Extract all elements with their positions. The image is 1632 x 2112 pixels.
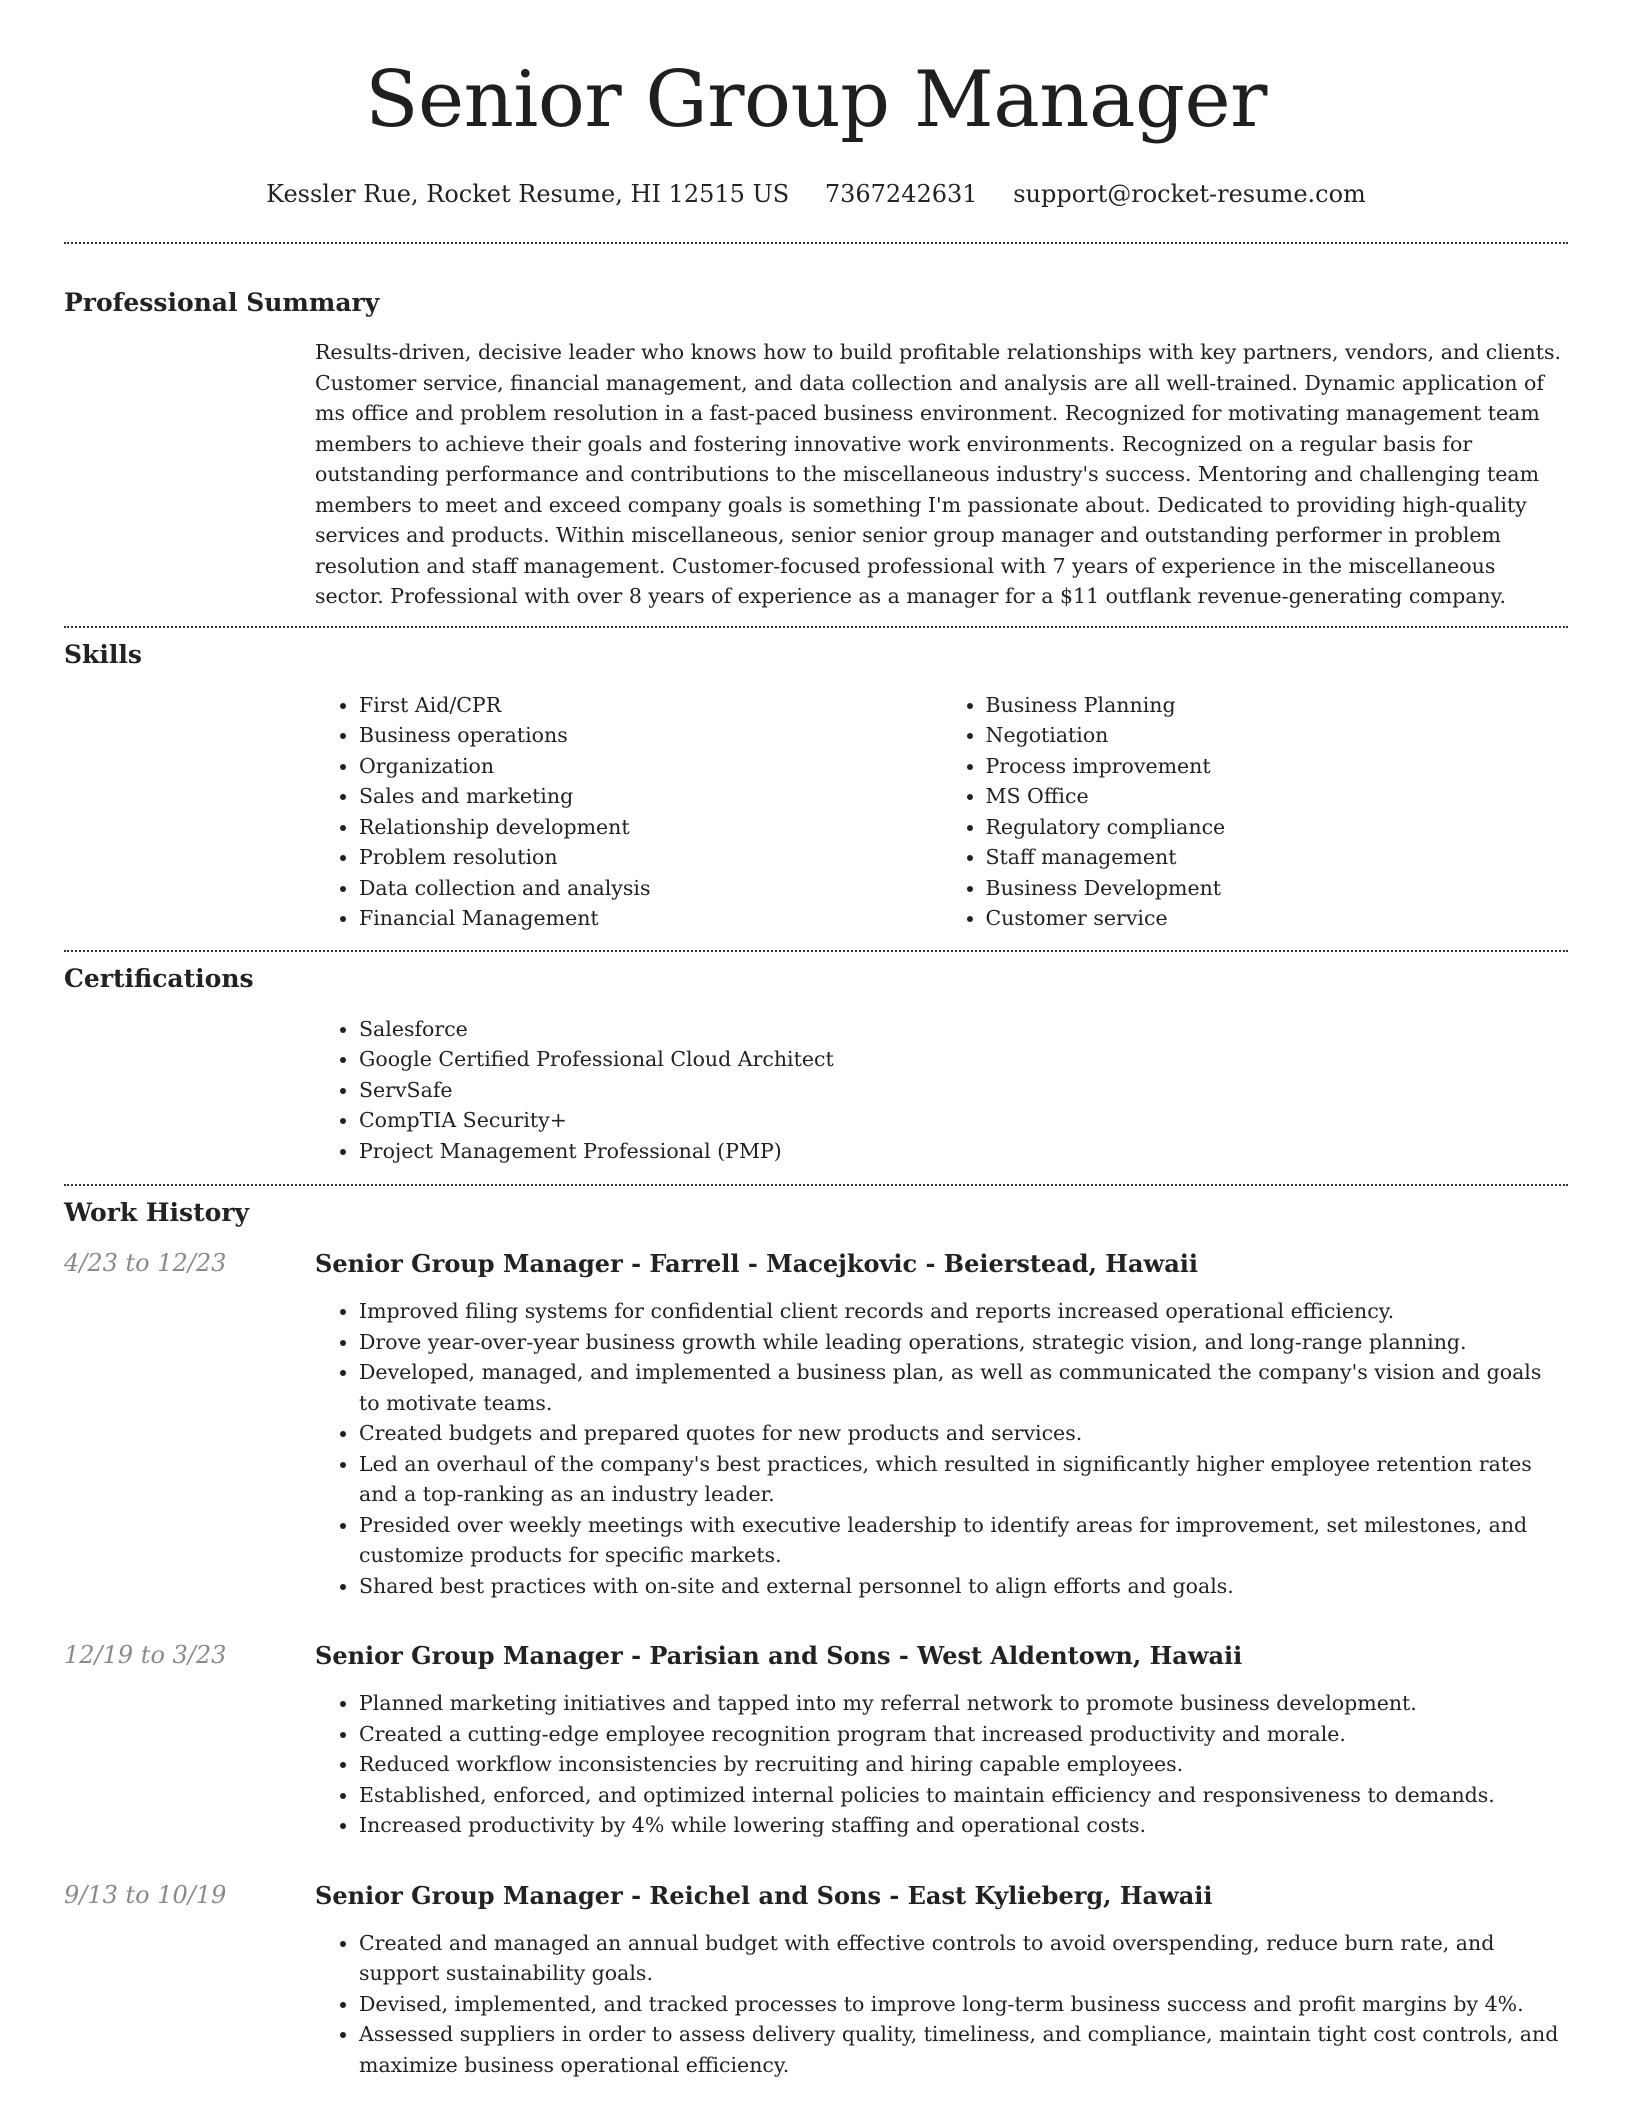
certifications-section <box>64 964 1568 1167</box>
divider <box>64 626 1568 628</box>
job-dates: 4/23 to 12/23 <box>64 1249 227 1277</box>
job-bullet: • Planned marketing initiatives and tapped into my referral network to promote business development. <box>359 1688 1568 1719</box>
job-bullet: • Improved filing systems for confidential client records and reports increased operational efficiency. <box>359 1296 1568 1327</box>
skills-title: Skills <box>64 639 142 669</box>
skills-list-right <box>942 690 1569 934</box>
skill-item: • Business Development <box>986 873 1569 904</box>
job-bullet: • Led an overhaul of the company's best practices, which resulted in significantly higher employee retention rates and a top-ranking as an industry leader. <box>359 1449 1568 1510</box>
skill-item: • Business Planning <box>986 690 1569 721</box>
job-bullets <box>315 1928 1568 2081</box>
summary-title: Professional Summary <box>64 288 380 317</box>
job-title: Senior Group Manager - Parisian and Sons - West Aldentown, Hawaii <box>315 1641 1243 1670</box>
job-bullets <box>315 1296 1568 1601</box>
job-bullet: • Reduced workflow inconsistencies by recruiting and hiring capable employees. <box>359 1749 1568 1780</box>
summary-text: Results-driven, decisive leader who knows how to build profitable relationships with key partners, vendors, and clients. Customer service, financial management, and data collection and analysis are all well-trained. Dynamic application of ms office and problem resolution in a fast-paced business environment. Recognized for motivating management team members to achieve their goals and fostering innovative work environments. Recognized on a regular basis for outstanding performance and contributions to the miscellaneous industry's success. Mentoring and challenging team members to meet and exceed company goals is something I'm passionate about. Dedicated to providing high-quality services and products. Within miscellaneous, senior senior group manager and outstanding performer in problem resolution and staff management. Customer-focused professional with 7 years of experience in the miscellaneous sector. Professional with over 8 years of experience as a manager for a $11 outflank revenue-generating company. <box>315 340 1561 608</box>
contact-address: Kessler Rue, Rocket Resume, HI 12515 US <box>266 180 790 208</box>
certification-item: • ServSafe <box>359 1075 1568 1106</box>
job-bullet: • Assessed suppliers in order to assess delivery quality, timeliness, and compliance, maintain tight cost controls, and maximize business operational efficiency. <box>359 2019 1568 2080</box>
work-history-section <box>64 1198 1568 2080</box>
skill-item: • Process improvement <box>986 751 1569 782</box>
skill-item: • Staff management <box>986 842 1569 873</box>
skill-item: • MS Office <box>986 781 1569 812</box>
job-bullets <box>315 1688 1568 1841</box>
job-bullet: • Drove year-over-year business growth while leading operations, strategic vision, and long-range planning. <box>359 1327 1568 1358</box>
job-entry <box>64 1881 1568 2081</box>
skill-item: • Sales and marketing <box>359 781 942 812</box>
skill-item: • Problem resolution <box>359 842 942 873</box>
job-title: Senior Group Manager - Farrell - Macejkovic - Beierstead, Hawaii <box>315 1249 1198 1278</box>
certifications-list <box>315 1014 1568 1167</box>
job-bullet: • Developed, managed, and implemented a business plan, as well as communicated the company's vision and goals to motivate teams. <box>359 1357 1568 1418</box>
skill-item: • Customer service <box>986 903 1569 934</box>
job-bullet: • Created budgets and prepared quotes for new products and services. <box>359 1418 1568 1449</box>
job-bullet: • Created and managed an annual budget with effective controls to avoid overspending, reduce burn rate, and support sustainability goals. <box>359 1928 1568 1989</box>
contact-line <box>0 180 1632 208</box>
job-dates: 12/19 to 3/23 <box>64 1641 227 1669</box>
contact-phone: 7367242631 <box>824 180 978 208</box>
job-bullet: • Devised, implemented, and tracked processes to improve long-term business success and profit margins by 4%. <box>359 1989 1568 2020</box>
skill-item: • Regulatory compliance <box>986 812 1569 843</box>
job-entry <box>64 1249 1568 1601</box>
job-bullet: • Increased productivity by 4% while lowering staffing and operational costs. <box>359 1810 1568 1841</box>
certification-item: • CompTIA Security+ <box>359 1105 1568 1136</box>
job-bullet: • Established, enforced, and optimized internal policies to maintain efficiency and responsiveness to demands. <box>359 1780 1568 1811</box>
divider <box>64 950 1568 952</box>
skill-item: • Data collection and analysis <box>359 873 942 904</box>
skill-item: • Financial Management <box>359 903 942 934</box>
job-entry <box>64 1641 1568 1841</box>
divider <box>64 1184 1568 1186</box>
certification-item: • Google Certified Professional Cloud Architect <box>359 1044 1568 1075</box>
candidate-name: Senior Group Manager <box>365 55 1267 145</box>
skills-section <box>64 640 1568 934</box>
certifications-title: Certifications <box>64 963 254 993</box>
certification-item: • Salesforce <box>359 1014 1568 1045</box>
job-dates: 9/13 to 10/19 <box>64 1880 227 1909</box>
skill-item: • First Aid/CPR <box>359 690 942 721</box>
skill-item: • Negotiation <box>986 720 1569 751</box>
job-title: Senior Group Manager - Reichel and Sons - East Kylieberg, Hawaii <box>315 1880 1213 1910</box>
divider <box>64 242 1568 244</box>
contact-email: support@rocket-resume.com <box>1013 180 1366 208</box>
job-bullet: • Shared best practices with on-site and external personnel to align efforts and goals. <box>359 1571 1568 1602</box>
summary-section <box>64 288 1568 612</box>
skills-list-left <box>315 690 942 934</box>
certification-item: • Project Management Professional (PMP) <box>359 1136 1568 1167</box>
job-bullet: • Created a cutting-edge employee recognition program that increased productivity and morale. <box>359 1719 1568 1750</box>
job-bullet: • Presided over weekly meetings with executive leadership to identify areas for improvement, set milestones, and customize products for specific markets. <box>359 1510 1568 1571</box>
skill-item: • Business operations <box>359 720 942 751</box>
skill-item: • Organization <box>359 751 942 782</box>
skill-item: • Relationship development <box>359 812 942 843</box>
work-history-title: Work History <box>64 1198 250 1227</box>
